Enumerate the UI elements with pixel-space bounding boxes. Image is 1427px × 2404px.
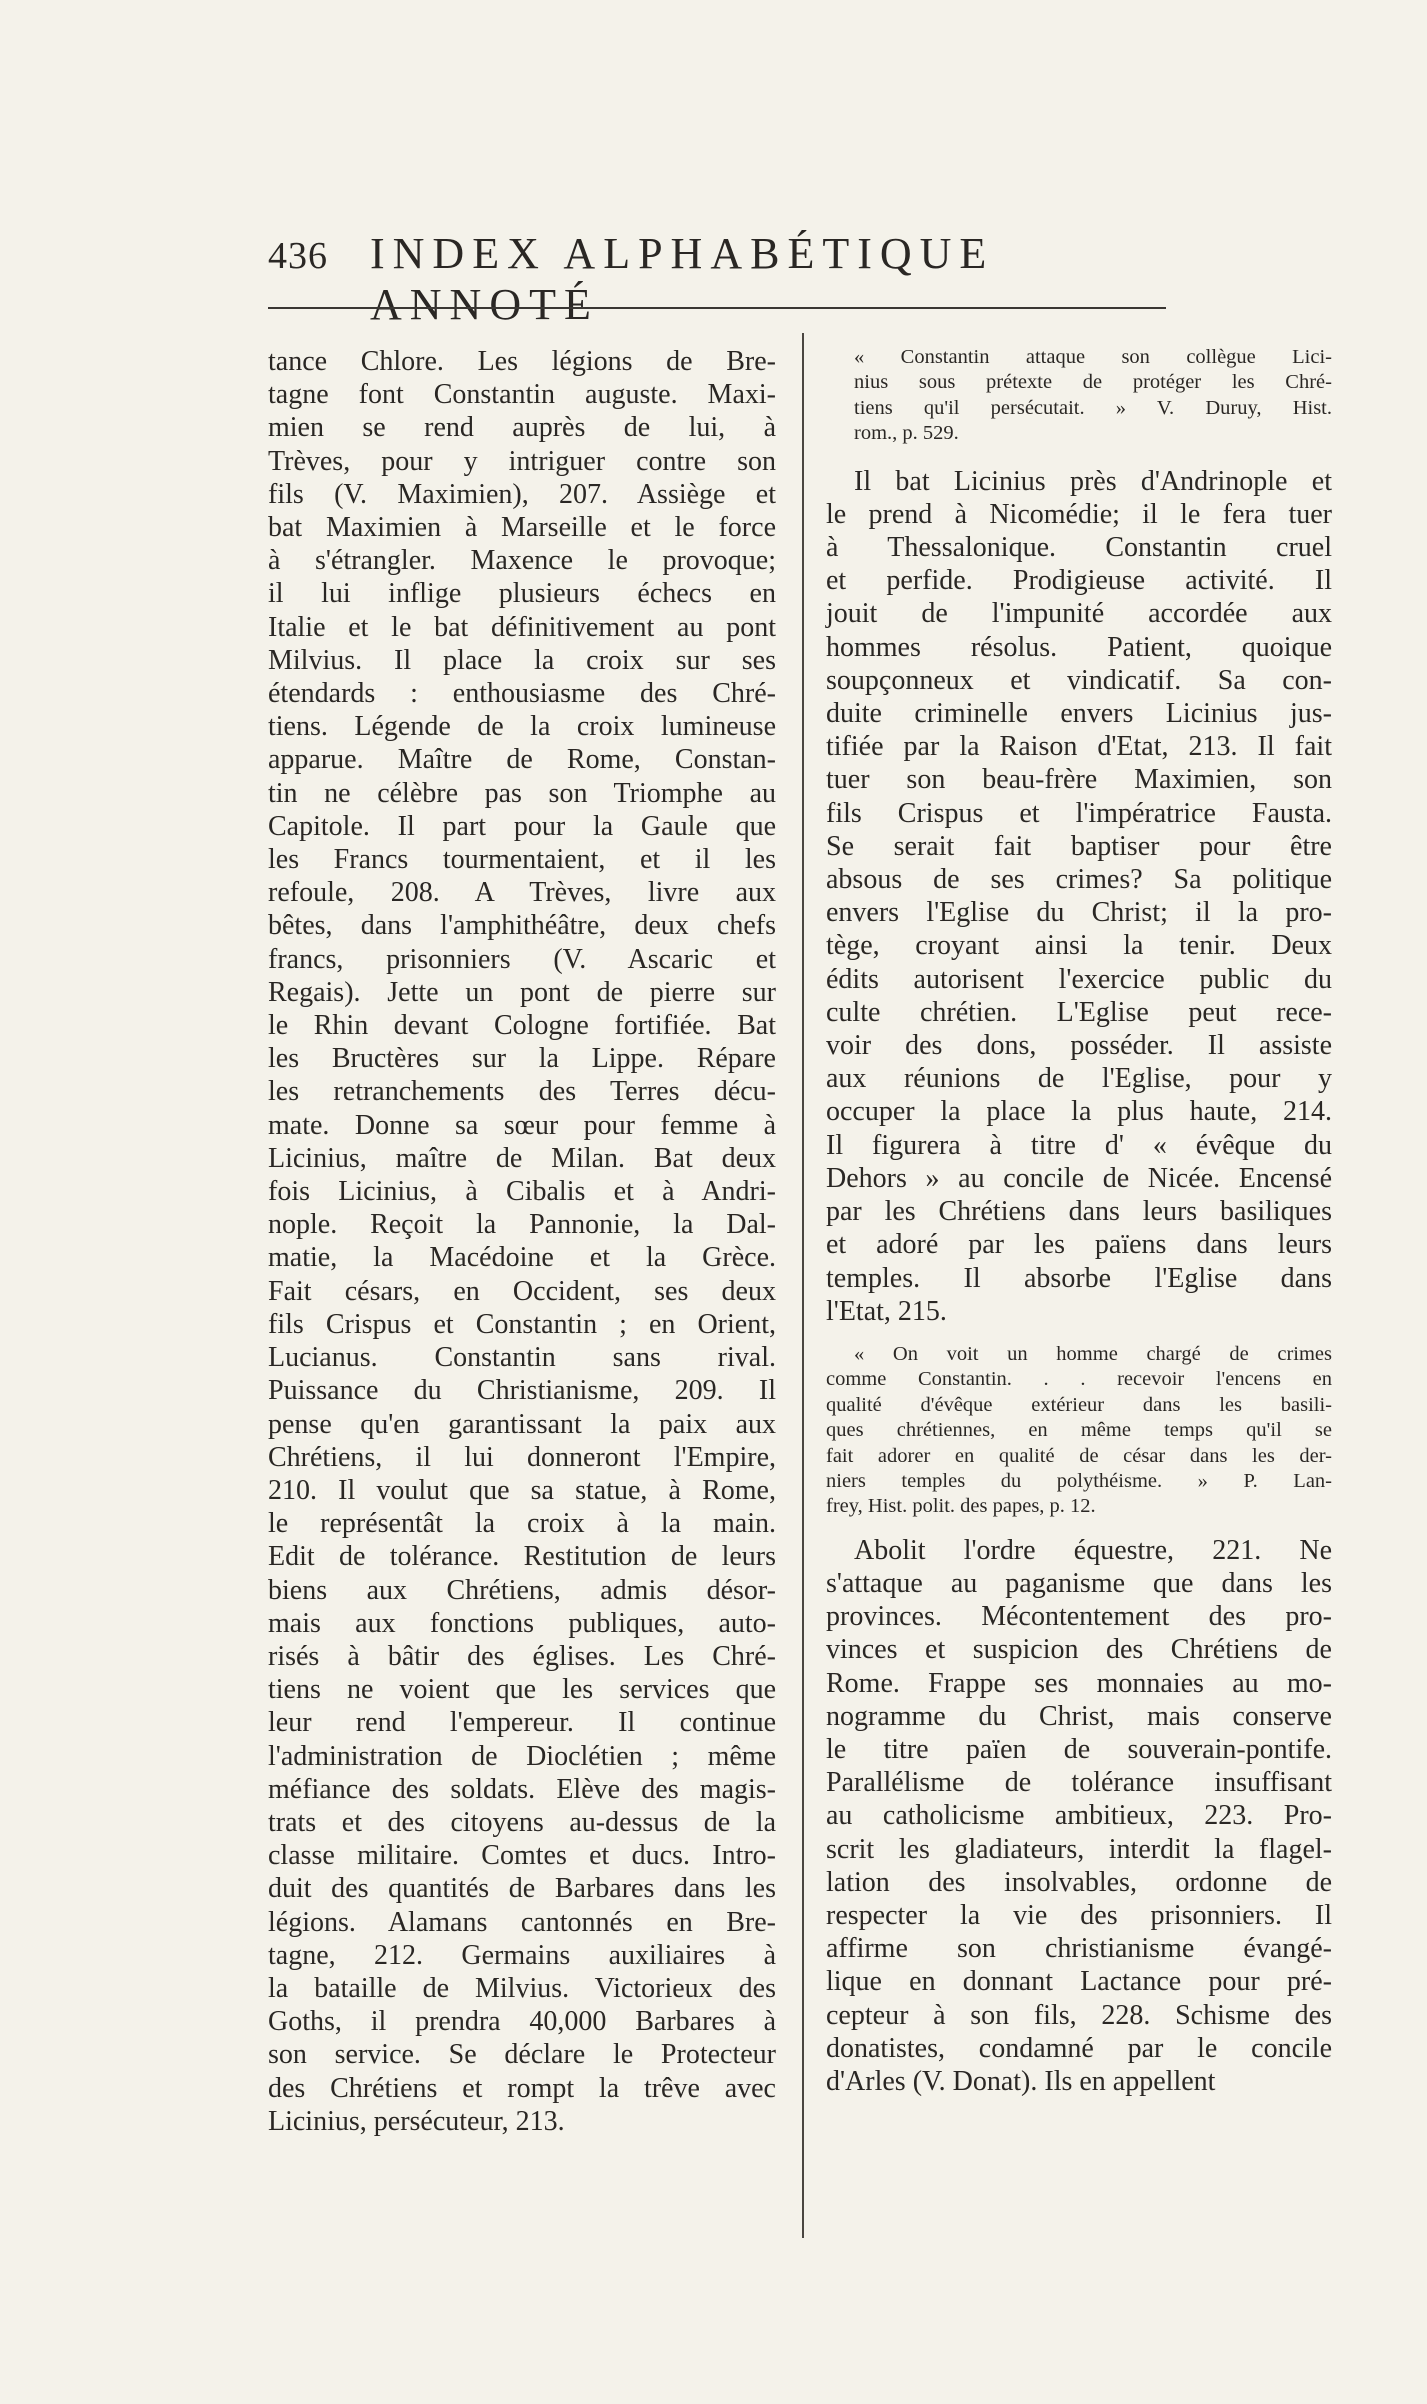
text-line: tiens ne voient que les services que bbox=[268, 1674, 776, 1706]
text-line: jouit de l'impunité accordée aux bbox=[826, 598, 1332, 630]
text-line: Parallélisme de tolérance insuffisant bbox=[826, 1767, 1332, 1799]
text-line: tagne, 212. Germains auxiliaires à bbox=[268, 1939, 776, 1971]
text-line: Trèves, pour y intriguer contre son bbox=[268, 445, 776, 477]
text-line: Licinius, persécuteur, 213. bbox=[268, 2105, 565, 2137]
text-line: 210. Il voulut que sa statue, à Rome, bbox=[268, 1474, 776, 1506]
text-line: son service. Se déclare le Protecteur bbox=[268, 2039, 776, 2071]
text-line: soupçonneux et vindicatif. Sa con- bbox=[826, 664, 1332, 696]
text-line: biens aux Chrétiens, admis désor- bbox=[268, 1574, 776, 1606]
text-line: tuer son beau-frère Maximien, son bbox=[826, 764, 1332, 796]
text-line: vinces et suspicion des Chrétiens de bbox=[826, 1634, 1332, 1666]
text-line: nople. Reçoit la Pannonie, la Dal- bbox=[268, 1209, 776, 1241]
text-line: la bataille de Milvius. Victorieux des bbox=[268, 1972, 776, 2004]
text-line: par les Chrétiens dans leurs basiliques bbox=[826, 1196, 1332, 1228]
text-line: duit des quantités de Barbares dans les bbox=[268, 1873, 776, 1905]
text-line: Capitole. Il part pour la Gaule que bbox=[268, 810, 776, 842]
text-line: francs, prisonniers (V. Ascaric et bbox=[268, 943, 776, 975]
text-line: au catholicisme ambitieux, 223. Pro- bbox=[826, 1800, 1332, 1832]
text-line: des Chrétiens et rompt la trêve avec bbox=[268, 2072, 776, 2104]
text-line: Edit de tolérance. Restitution de leurs bbox=[268, 1541, 776, 1573]
text-line: pense qu'en garantissant la paix aux bbox=[268, 1408, 776, 1440]
text-line: cepteur à son fils, 228. Schisme des bbox=[826, 1999, 1332, 2031]
text-line: Rome. Frappe ses monnaies au mo- bbox=[826, 1667, 1332, 1699]
text-line: temples. Il absorbe l'Eglise dans bbox=[826, 1262, 1332, 1294]
text-line: bat Maximien à Marseille et le force bbox=[268, 512, 776, 544]
running-title: INDEX ALPHABÉTIQUE ANNOTÉ bbox=[370, 229, 995, 329]
text-line: les Francs tourmentaient, et il les bbox=[268, 844, 776, 876]
text-line: lation des insolvables, ordonne de bbox=[826, 1866, 1332, 1898]
header-rule bbox=[268, 307, 1166, 309]
text-line: affirme son christianisme évangé- bbox=[826, 1933, 1332, 1965]
text-line: leur rend l'empereur. Il continue bbox=[268, 1707, 776, 1739]
quote-line: qualité d'évêque extérieur dans les basili- bbox=[826, 1393, 1332, 1416]
quote-line: « Constantin attaque son collègue Lici- bbox=[854, 346, 1332, 368]
quote-line: niers temples du polythéisme. » P. Lan- bbox=[826, 1469, 1332, 1492]
text-line: Il figurera à titre d' « évêque du bbox=[826, 1129, 1332, 1161]
quote-line: fait adorer en qualité de césar dans les der- bbox=[826, 1444, 1332, 1467]
text-line: duite criminelle envers Licinius jus- bbox=[826, 698, 1332, 730]
text-line: légions. Alamans cantonnés en Bre- bbox=[268, 1906, 776, 1938]
text-line: les retranchements des Terres décu- bbox=[268, 1076, 776, 1108]
text-line: le prend à Nicomédie; il le fera tuer bbox=[826, 498, 1332, 530]
text-line: Italie et le bat définitivement au pont bbox=[268, 611, 776, 643]
paragraph-ordre-equestre bbox=[826, 1534, 1332, 2098]
text-line: et adoré par les païens dans leurs bbox=[826, 1229, 1332, 1261]
column-divider bbox=[802, 333, 804, 2238]
page-number: 436 bbox=[268, 235, 328, 277]
quote-line: ques chrétiennes, en même temps qu'il se bbox=[826, 1419, 1332, 1442]
text-line: fils Crispus et Constantin ; en Orient, bbox=[268, 1308, 776, 1340]
text-line: méfiance des soldats. Elève des magis- bbox=[268, 1773, 776, 1805]
right-column bbox=[826, 345, 1332, 2098]
text-line: fils (V. Maximien), 207. Assiège et bbox=[268, 478, 776, 510]
text-line: Chrétiens, il lui donneront l'Empire, bbox=[268, 1441, 776, 1473]
quote-line: tiens qu'il persécutait. » V. Duruy, Hist. bbox=[854, 396, 1332, 419]
page-header bbox=[268, 228, 1168, 329]
text-line: provinces. Mécontentement des pro- bbox=[826, 1601, 1332, 1633]
text-line: occuper la place la plus haute, 214. bbox=[826, 1096, 1332, 1128]
text-line: Goths, il prendra 40,000 Barbares à bbox=[268, 2006, 776, 2038]
text-line: mien se rend auprès de lui, à bbox=[268, 412, 776, 444]
text-line: mais aux fonctions publiques, auto- bbox=[268, 1607, 776, 1639]
left-column bbox=[268, 345, 776, 2138]
text-line: apparue. Maître de Rome, Constan- bbox=[268, 744, 776, 776]
quote-line: comme Constantin. . . recevoir l'encens en bbox=[826, 1368, 1332, 1391]
text-line: fois Licinius, à Cibalis et à Andri- bbox=[268, 1176, 776, 1208]
text-line: mate. Donne sa sœur pour femme à bbox=[268, 1109, 776, 1141]
text-line: tège, croyant ainsi la tenir. Deux bbox=[826, 930, 1332, 962]
text-line: Se serait fait baptiser pour être bbox=[826, 830, 1332, 862]
text-line: classe militaire. Comtes et ducs. Intro- bbox=[268, 1840, 776, 1872]
text-line: culte chrétien. L'Eglise peut rece- bbox=[826, 996, 1332, 1028]
quote-line: rom., p. 529. bbox=[854, 422, 959, 445]
quote-line: frey, Hist. polit. des papes, p. 12. bbox=[826, 1495, 1096, 1518]
text-line: tagne font Constantin auguste. Maxi- bbox=[268, 379, 776, 411]
text-line: tin ne célèbre pas son Triomphe au bbox=[268, 777, 776, 809]
text-line: s'attaque au paganisme que dans les bbox=[826, 1567, 1332, 1599]
text-line: Fait césars, en Occident, ses deux bbox=[268, 1275, 776, 1307]
text-line: fils Crispus et l'impératrice Fausta. bbox=[826, 797, 1332, 829]
text-line: le titre païen de souverain-pontife. bbox=[826, 1733, 1332, 1765]
text-line: Licinius, maître de Milan. Bat deux bbox=[268, 1142, 776, 1174]
text-line: l'Etat, 215. bbox=[826, 1295, 947, 1327]
paragraph-licinius bbox=[826, 465, 1332, 1328]
text-line: respecter la vie des prisonniers. Il bbox=[826, 1899, 1332, 1931]
text-line: Il bat Licinius près d'Andrinople et bbox=[854, 465, 1332, 497]
text-line: lique en donnant Lactance pour pré- bbox=[826, 1966, 1332, 1998]
text-line: Lucianus. Constantin sans rival. bbox=[268, 1342, 776, 1374]
text-line: tiens. Légende de la croix lumineuse bbox=[268, 711, 776, 743]
text-line: il lui inflige plusieurs échecs en bbox=[268, 578, 776, 610]
text-line: aux réunions de l'Eglise, pour y bbox=[826, 1063, 1332, 1095]
text-line: le Rhin devant Cologne fortifiée. Bat bbox=[268, 1010, 776, 1042]
text-line: étendards : enthousiasme des Chré- bbox=[268, 678, 776, 710]
text-line: Abolit l'ordre équestre, 221. Ne bbox=[854, 1534, 1332, 1566]
text-line: voir des dons, posséder. Il assiste bbox=[826, 1030, 1332, 1062]
text-line: d'Arles (V. Donat). Ils en appellent bbox=[826, 2066, 1216, 2097]
quote-line: nius sous prétexte de protéger les Chré- bbox=[854, 371, 1332, 394]
text-line: tance Chlore. Les légions de Bre- bbox=[268, 346, 776, 377]
quote-duruy bbox=[826, 345, 1332, 447]
text-line: à Thessalonique. Constantin cruel bbox=[826, 532, 1332, 564]
text-line: hommes résolus. Patient, quoique bbox=[826, 631, 1332, 663]
text-line: envers l'Eglise du Christ; il la pro- bbox=[826, 897, 1332, 929]
quote-lanfrey bbox=[826, 1342, 1332, 1520]
text-line: scrit les gladiateurs, interdit la flagel- bbox=[826, 1833, 1332, 1865]
text-line: édits autorisent l'exercice public du bbox=[826, 963, 1332, 995]
text-line: Puissance du Christianisme, 209. Il bbox=[268, 1375, 776, 1407]
text-line: les Bructères sur la Lippe. Répare bbox=[268, 1043, 776, 1075]
text-line: risés à bâtir des églises. Les Chré- bbox=[268, 1640, 776, 1672]
text-line: donatistes, condamné par le concile bbox=[826, 2032, 1332, 2064]
text-line: Milvius. Il place la croix sur ses bbox=[268, 644, 776, 676]
text-line: tifiée par la Raison d'Etat, 213. Il fait bbox=[826, 731, 1332, 763]
quote-line: « On voit un homme chargé de crimes bbox=[854, 1342, 1332, 1365]
text-line: et perfide. Prodigieuse activité. Il bbox=[826, 565, 1332, 597]
text-line: à s'étrangler. Maxence le provoque; bbox=[268, 545, 776, 577]
text-line: nogramme du Christ, mais conserve bbox=[826, 1700, 1332, 1732]
text-line: bêtes, dans l'amphithéâtre, deux chefs bbox=[268, 910, 776, 942]
text-line: refoule, 208. A Trèves, livre aux bbox=[268, 877, 776, 909]
text-line: trats et des citoyens au-dessus de la bbox=[268, 1806, 776, 1838]
text-line: matie, la Macédoine et la Grèce. bbox=[268, 1242, 776, 1274]
text-line: le représentât la croix à la main. bbox=[268, 1508, 776, 1540]
text-line: absous de ses crimes? Sa politique bbox=[826, 864, 1332, 896]
text-line: Regais). Jette un pont de pierre sur bbox=[268, 976, 776, 1008]
text-line: Dehors » au concile de Nicée. Encensé bbox=[826, 1162, 1332, 1194]
text-line: l'administration de Dioclétien ; même bbox=[268, 1740, 776, 1772]
